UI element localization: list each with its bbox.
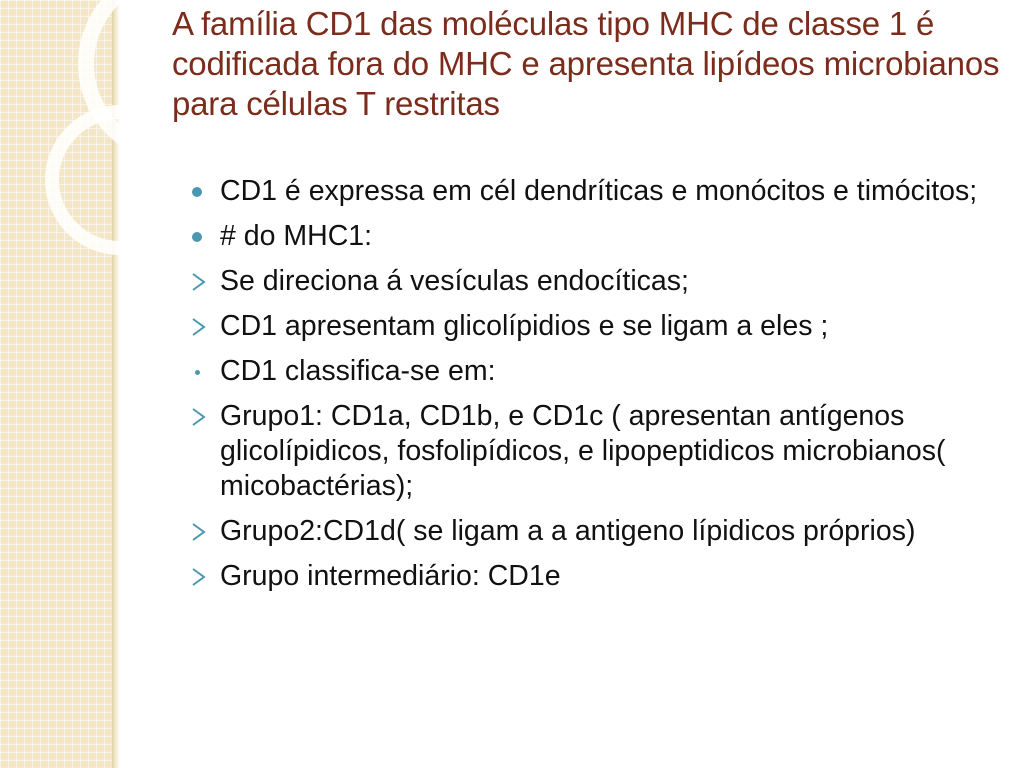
bullet-text: CD1 é expressa em cél dendríticas e monócitos e timócitos; (220, 175, 978, 207)
bullet-item (188, 309, 1008, 344)
bullet-item (188, 264, 1008, 299)
bullet-text: CD1 apresentam glicolípidios e se ligam a eles ; (220, 310, 829, 342)
bullet-dot-icon (188, 219, 212, 254)
bullet-item (188, 559, 1008, 594)
bullet-item (188, 174, 1008, 209)
slide-title: A família CD1 das moléculas tipo MHC de classe 1 é codificada fora do MHC e apresenta lipídeos microbianos para células T restritas (172, 5, 1000, 122)
bullet-item (188, 514, 1008, 549)
bullet-item (188, 219, 1008, 254)
bullet-arrow-icon (188, 559, 212, 594)
bullet-text: Grupo2:CD1d( se ligam a a antigeno lípidicos próprios) (220, 515, 916, 547)
bullet-text: CD1 classifica-se em: (220, 355, 496, 387)
bullet-arrow-icon (188, 264, 212, 299)
bullet-text: Se direciona á vesículas endocíticas; (220, 265, 689, 297)
bullet-item (188, 354, 1008, 389)
bullet-arrow-icon (188, 309, 212, 344)
bullet-arrow-icon (188, 514, 212, 549)
bullet-arrow-icon (188, 399, 212, 434)
bullet-text: Grupo intermediário: CD1e (220, 560, 561, 592)
bullet-item (188, 399, 1008, 504)
bullet-text: Grupo1: CD1a, CD1b, e CD1c ( apresentan antígenos glicolípidicos, fosfolipídicos, e lipopeptidicos microbianos( micobactérias); (220, 400, 946, 502)
bullet-dot-icon (188, 174, 212, 209)
bullet-list (188, 174, 1008, 604)
bullet-text: # do MHC1: (220, 220, 373, 252)
bullet-small-dot-icon (188, 354, 212, 389)
